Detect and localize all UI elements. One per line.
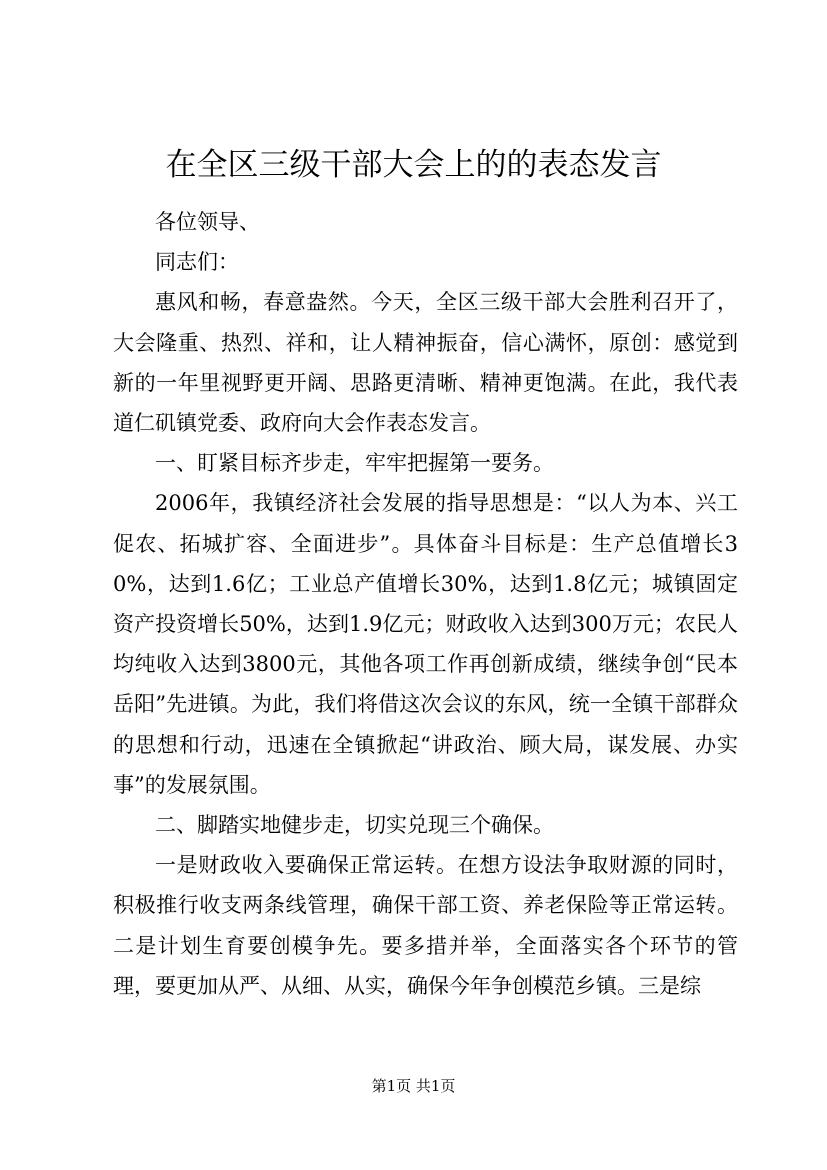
document-title: 在全区三级干部大会上的的表态发言 (165, 147, 662, 183)
salutation-line-2: 同志们： (155, 250, 239, 275)
section-heading-1: 一、盯紧目标齐步走，牢牢把握第一要务。 (155, 451, 554, 476)
page-footer: 第1页 共1页 (371, 1077, 456, 1095)
body-paragraph: 2006年，我镇经济社会发展的指导思想是：“以人为本、兴工促农、拓城扩容、全面进步”。具体奋斗目标是：生产总值增长30%，达到1.6亿；工业总产值增长30%，达到1.8亿元；城镇固定资产投资增长50%，达到1.9亿元；财政收入达到300万元；农民人均纯收入达到3800元，其他各项工作再创新成绩，继续争创“民本岳阳”先进镇。为此，我们将借这次会议的东风，统一全镇干部群众的思想和行动，迅速在全镇掀起“讲政治、顾大局，谋发展、办实事”的发展氛围。 (113, 491, 738, 797)
section-heading-2: 二、脚踏实地健步走，切实兑现三个确保。 (155, 813, 554, 838)
salutation-line-1: 各位领导、 (155, 210, 260, 234)
body-paragraph: 一是财政收入要确保正常运转。在想方设法争取财源的同时，积极推行收支两条线管理，确保干部工资、养老保险等正常运转。二是计划生育要创模争先。要多措并举，全面落实各个环节的管理，要更加从严、从细、从实，确保今年争创模范乡镇。三是综 (113, 853, 738, 998)
body-paragraph: 惠风和畅，春意盎然。今天，全区三级干部大会胜利召开了，大会隆重、热烈、祥和，让人精神振奋，信心满怀，原创：感觉到新的一年里视野更开阔、思路更清晰、精神更饱满。在此，我代表道仁矶镇党委、政府向大会作表态发言。 (113, 290, 738, 436)
document-body (113, 202, 738, 1006)
